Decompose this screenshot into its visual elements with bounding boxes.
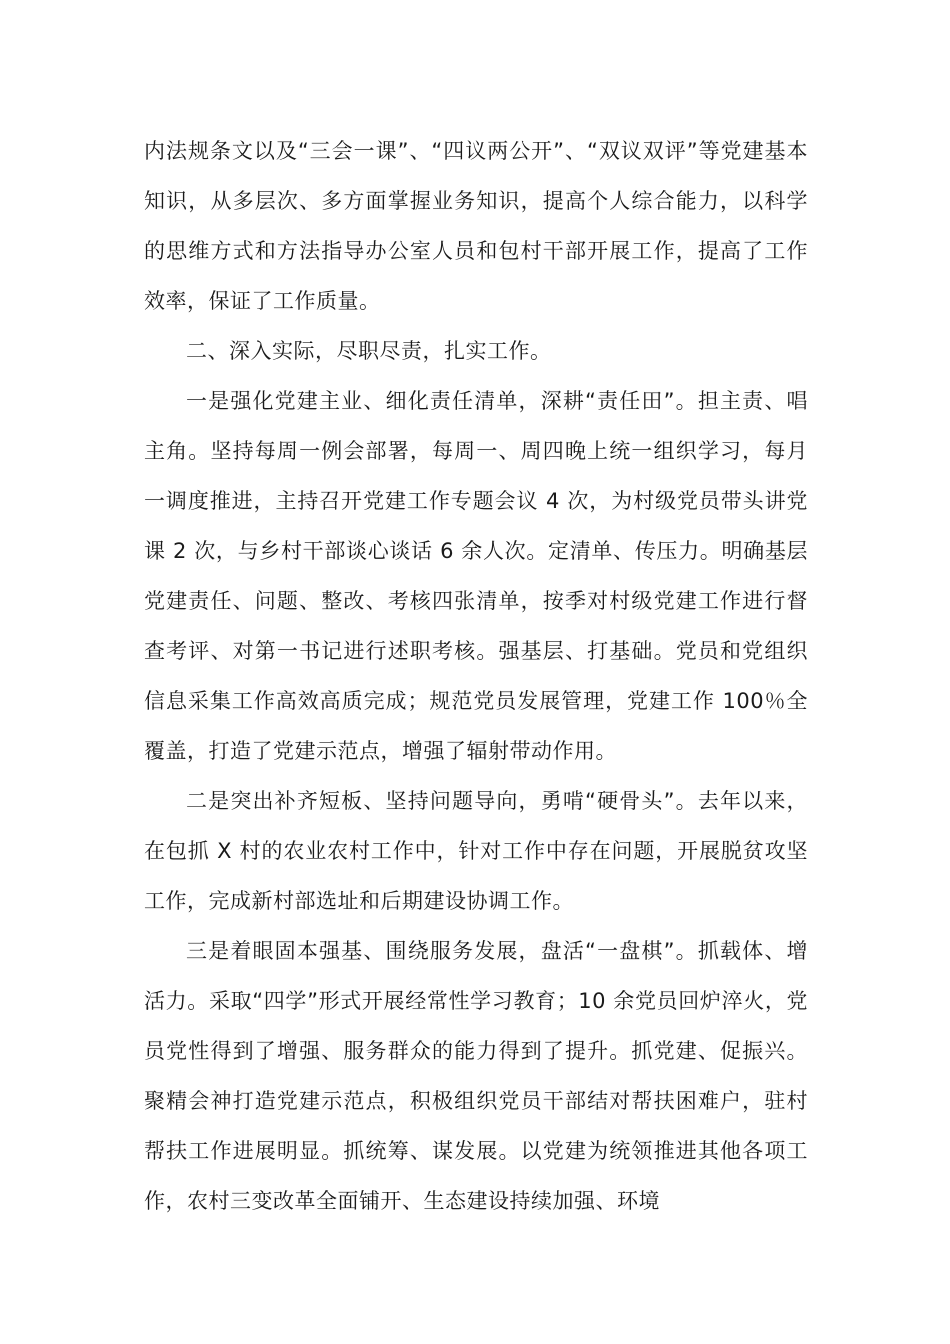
paragraph-second-item: 二是突出补齐短板、坚持问题导向，勇啃“硬骨头”。去年以来，在包抓 X 村的农业农村工作中，针对工作中存在问题，开展脱贫攻坚工作，完成新村部选址和后期建设协调工作。	[144, 789, 808, 913]
section-heading: 二、深入实际，尽职尽责，扎实工作。	[186, 339, 552, 363]
paragraph-third-item: 三是着眼固本强基、围绕服务发展，盘活“一盘棋”。抓载体、增活力。采取“四学”形式开展经常性学习教育；10 余党员回炉淬火，党员党性得到了增强、服务群众的能力得到了提升。抓党建、促振兴。聚精会神打造党建示范点，积极组织党员干部结对帮扶困难户，驻村帮扶工作进展明显。抓统筹、谋发展。以党建为统领推进其他各项工作，农村三变改革全面铺开、生态建设持续加强、环境	[144, 939, 808, 1213]
document-body	[144, 126, 808, 1226]
paragraph-continuation: 内法规条文以及“三会一课”、“四议两公开”、“双议双评”等党建基本知识，从多层次、多方面掌握业务知识，提高个人综合能力，以科学的思维方式和方法指导办公室人员和包村干部开展工作，提高了工作效率，保证了工作质量。	[144, 139, 808, 313]
paragraph-first-item: 一是强化党建主业、细化责任清单，深耕“责任田”。担主责、唱主角。坚持每周一例会部署，每周一、周四晚上统一组织学习，每月一调度推进，主持召开党建工作专题会议 4 次，为村级党员带头讲党课 2 次，与乡村干部谈心谈话 6 余人次。定清单、传压力。明确基层党建责任、问题、整改、考核四张清单，按季对村级党建工作进行督查考评、对第一书记进行述职考核。强基层、打基础。党员和党组织信息采集工作高效高质完成；规范党员发展管理，党建工作 100％全覆盖，打造了党建示范点，增强了辐射带动作用。	[144, 389, 808, 763]
